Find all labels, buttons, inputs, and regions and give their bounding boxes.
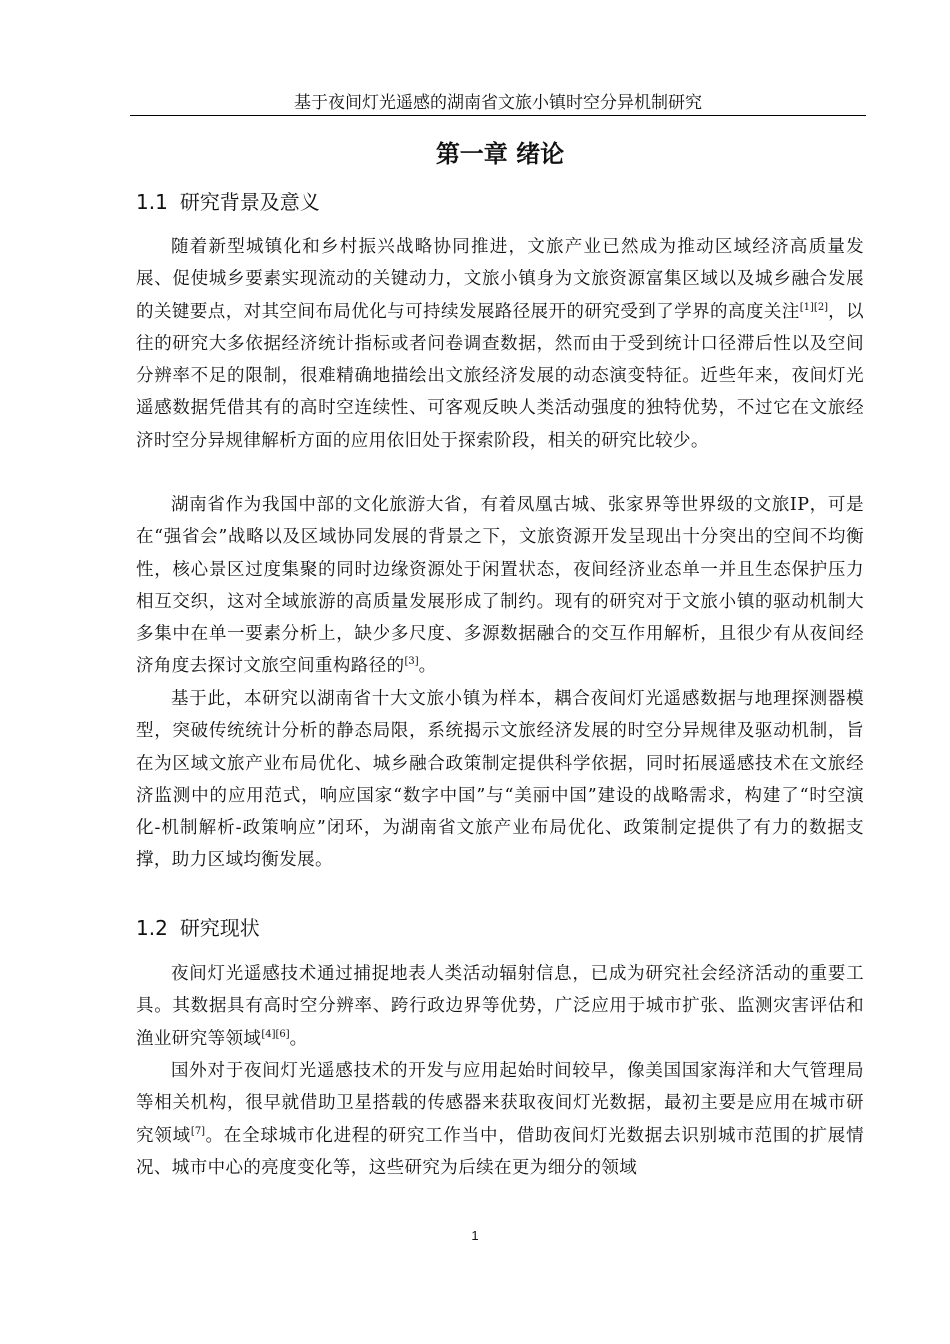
paragraph-status-1 (136, 958, 864, 1055)
section-number: 1.1 (136, 190, 168, 214)
page-number: 1 (471, 1228, 479, 1243)
section-title: 研究背景及意义 (179, 190, 320, 214)
citation-ref: [3] (404, 656, 419, 668)
chapter-title: 第一章 绪论 (435, 140, 565, 168)
paragraph-background-3 (136, 683, 864, 877)
citation-ref: [7] (190, 1125, 206, 1137)
paragraph-text: 基于此，本研究以湖南省十大文旅小镇为样本，耦合夜间灯光遥感数据与地理探测器模型，突破传统统计分析的静态局限，系统揭示文旅经济发展的时空分异规律及驱动机制，旨在为区域文旅产业布局优化、城乡融合政策制定提供科学依据，同时拓展遥感技术在文旅经济监测中的应用范式，响应国家“数字中国”与“美丽中国”建设的战略需求，构建了“时空演化-机制解析-政策响应”闭环，为湖南省文旅产业布局优化、政策制定提供了有力的数据支撑，助力区域均衡发展。 (136, 689, 864, 871)
citation-ref: [4][6] (261, 1028, 290, 1040)
running-header: 基于夜间灯光遥感的湖南省文旅小镇时空分异机制研究 (294, 93, 702, 113)
paragraph-text: 。在全球城市化进程的研究工作当中，借助夜间灯光数据去识别城市范围的扩展情况、城市中心的亮度变化等，这些研究为后续在更为细分的领域 (136, 1125, 865, 1178)
citation-ref: [1][2] (799, 301, 829, 313)
section-number: 1.2 (136, 916, 168, 940)
paragraph-text: 国外对于夜间灯光遥感技术的开发与应用起始时间较早，像美国国家海洋和大气管理局等相关机构，很早就借助卫星搭载的传感器来获取夜间灯光数据，最初主要是应用在城市研究领域 (136, 1061, 864, 1146)
paragraph-text: 。 (418, 656, 437, 677)
paragraph-text: 。 (289, 1028, 308, 1049)
paragraph-text: 湖南省作为我国中部的文化旅游大省，有着凤凰古城、张家界等世界级的文旅IP，可是在“强省会”战略以及区域协同发展的背景之下，文旅资源开发呈现出十分突出的空间不均衡性，核心景区过度集聚的同时边缘资源处于闲置状态，夜间经济业态单一并且生态保护压力相互交织，这对全域旅游的高质量发展形成了制约。现有的研究对于文旅小镇的驱动机制大多集中在单一要素分析上，缺少多尺度、多源数据融合的交互作用解析，且很少有从夜间经济角度去探讨文旅空间重构路径的 (136, 495, 864, 677)
paragraph-text: 随着新型城镇化和乡村振兴战略协同推进，文旅产业已然成为推动区域经济高质量发展、促使城乡要素实现流动的关键动力，文旅小镇身为文旅资源富集区域以及城乡融合发展的关键要点，对其空间布局优化与可持续发展路径展开的研究受到了学界的高度关注 (136, 237, 864, 322)
paragraph-text: ，以往的研究大多依据经济统计指标或者问卷调查数据，然而由于受到统计口径滞后性以及空间分辨率不足的限制，很难精确地描绘出文旅经济发展的动态演变特征。近些年来，夜间灯光遥感数据凭借其有的高时空连续性、可客观反映人类活动强度的独特优势，不过它在文旅经济时空分异规律解析方面的应用依旧处于探索阶段，相关的研究比较少。 (136, 301, 864, 451)
header-rule (130, 115, 866, 116)
section-heading-1-2 (136, 914, 260, 942)
paragraph-background-2 (136, 489, 864, 683)
paragraph-status-2 (136, 1055, 864, 1184)
paragraph-text: 夜间灯光遥感技术通过捕捉地表人类活动辐射信息，已成为研究社会经济活动的重要工具。其数据具有高时空分辨率、跨行政边界等优势，广泛应用于城市扩张、监测灾害评估和渔业研究等领域 (136, 964, 864, 1049)
section-heading-1-1 (136, 188, 320, 216)
paragraph-background-1 (136, 231, 864, 457)
section-title: 研究现状 (179, 916, 260, 940)
